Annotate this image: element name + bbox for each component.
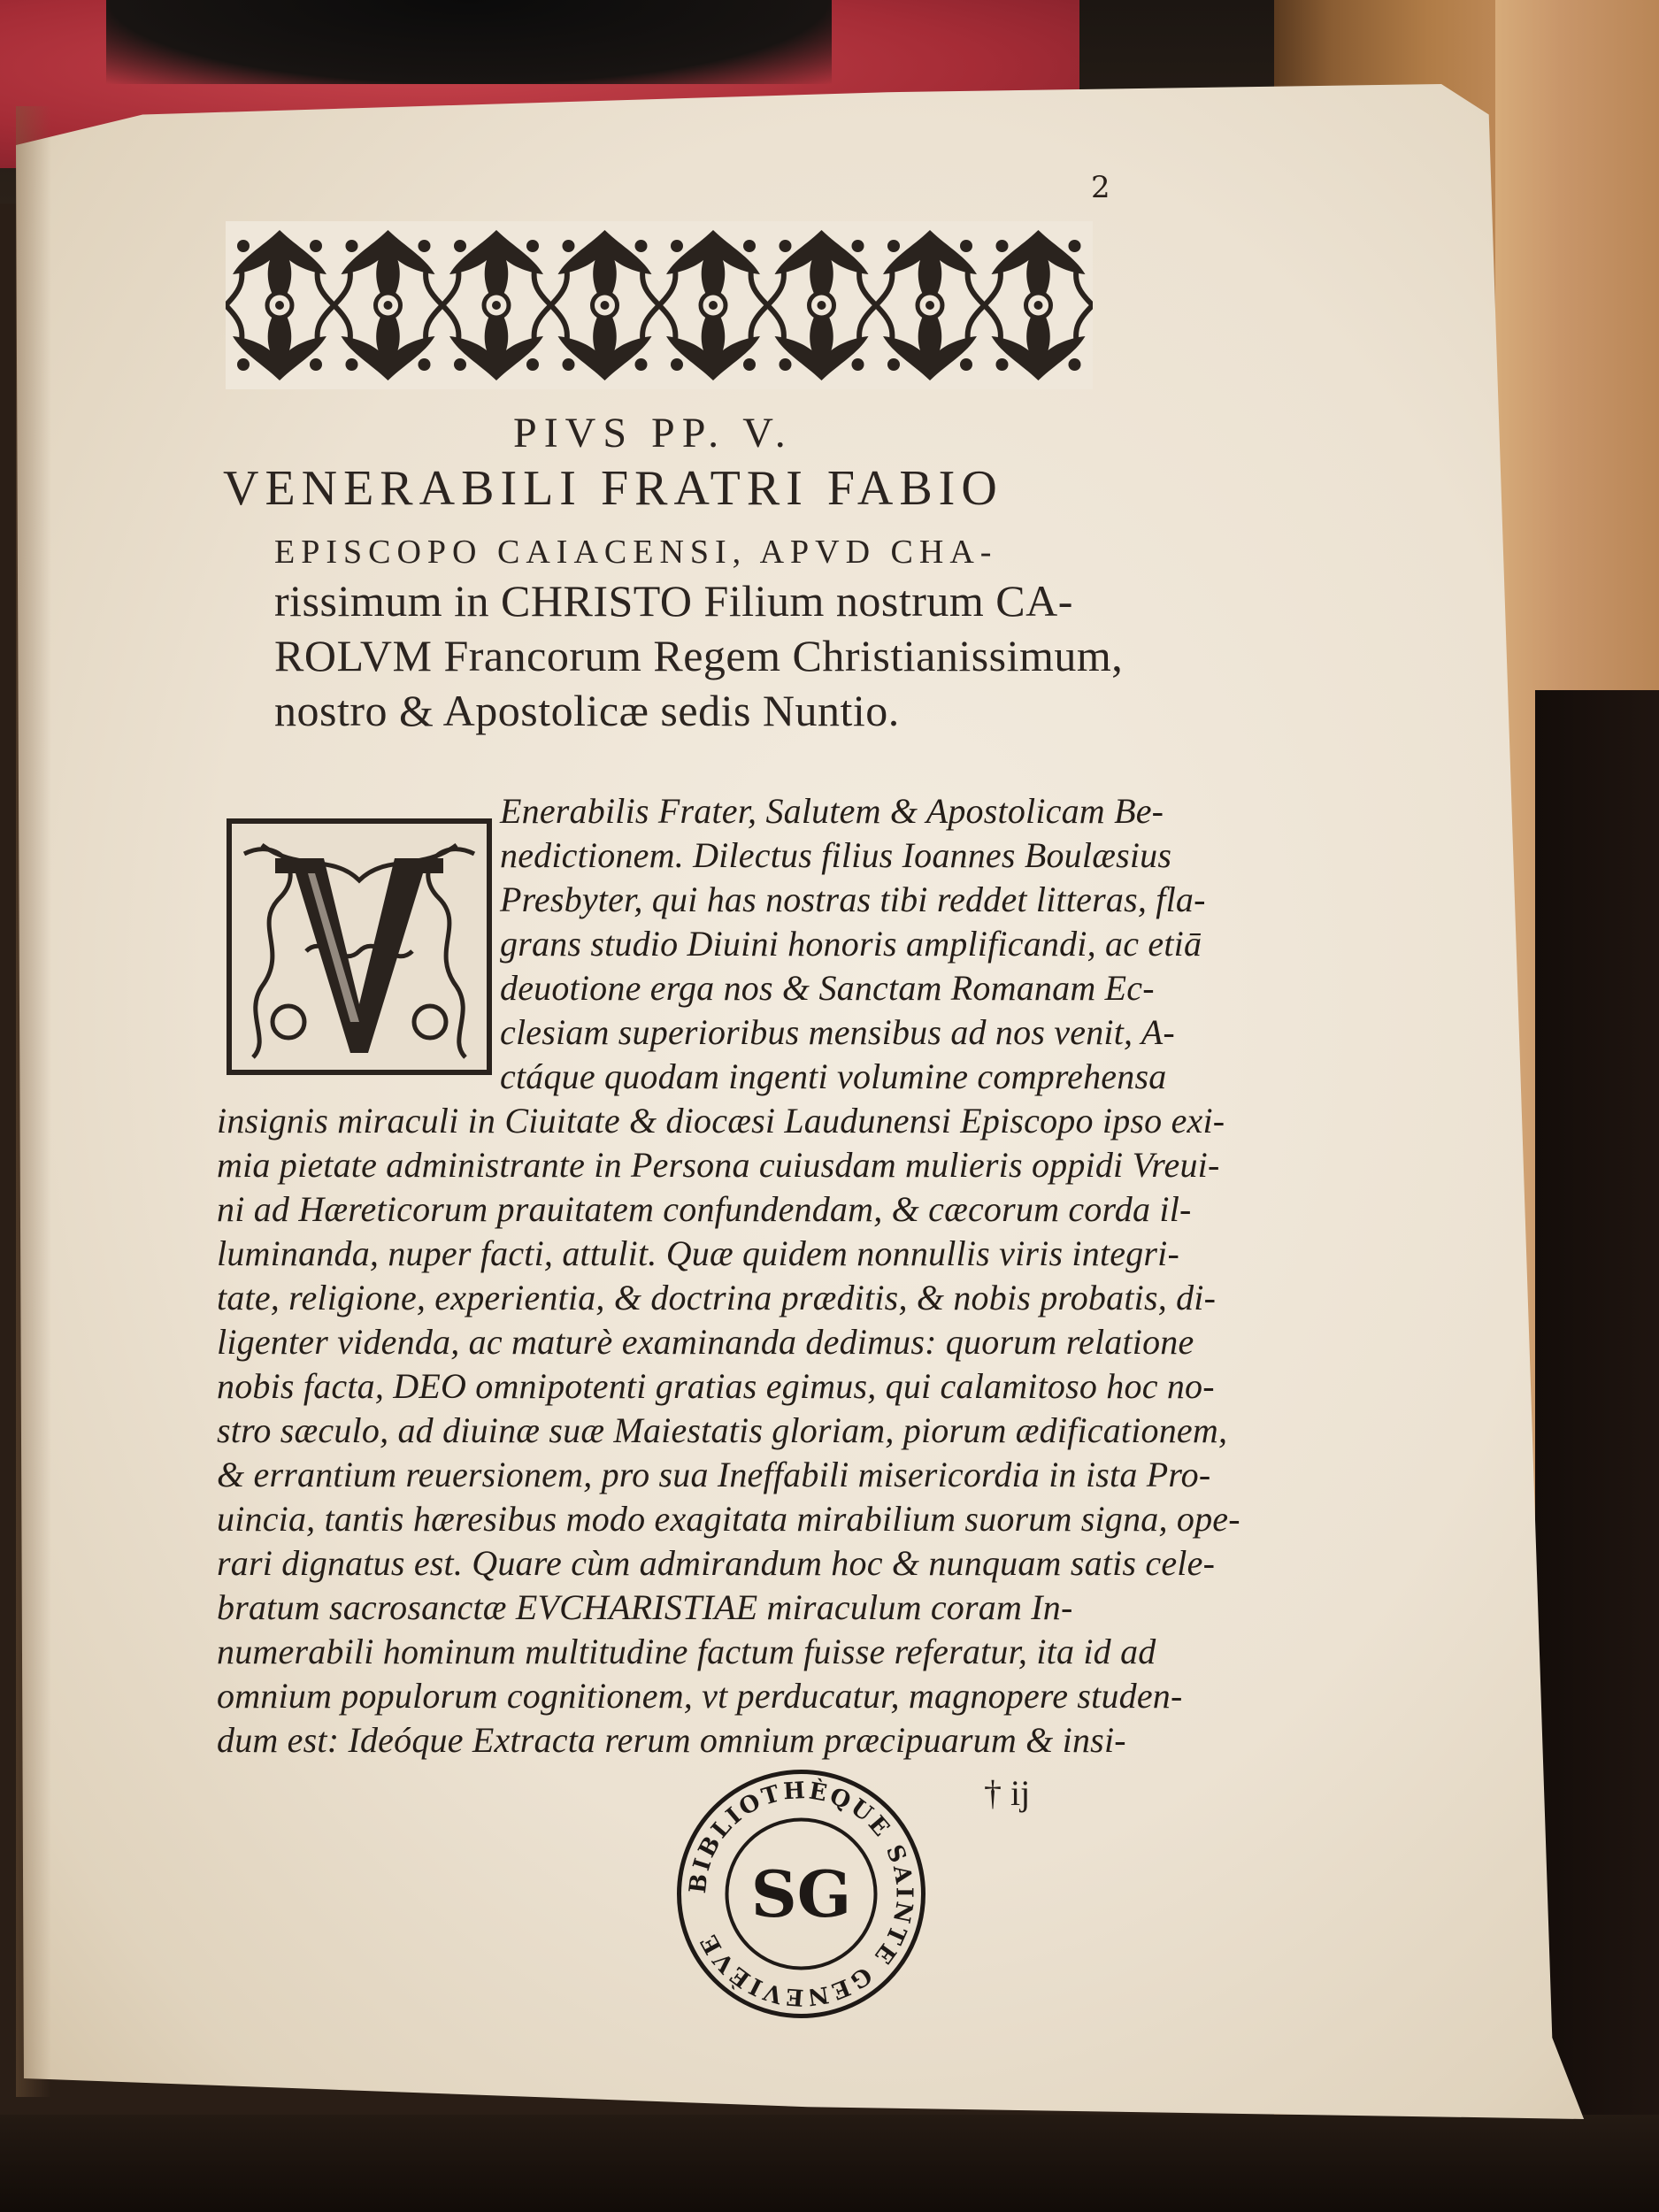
- body-line: ligenter videnda, ac maturè examinanda dedimus: quorum relatione: [217, 1322, 1194, 1362]
- body-line: stro sæculo, ad diuinæ suæ Maiestatis gloriam, piorum ædificationem,: [217, 1410, 1228, 1450]
- body-line: bratum sacrosanctæ EVCHARISTIAE miraculum coram In-: [217, 1587, 1073, 1627]
- stamp-monogram: SG: [750, 1856, 852, 1932]
- body-line: & errantium reuersionem, pro sua Ineffabili misericordia in ista Pro-: [217, 1455, 1211, 1494]
- body-line: uincia, tantis hæresibus modo exagitata mirabilium suorum signa, ope-: [217, 1499, 1240, 1539]
- body-line: mia pietate administrante in Persona cuiusdam mulieris oppidi Vreui-: [217, 1145, 1220, 1185]
- body-line: Presbyter, qui has nostras tibi reddet litteras, fla-: [500, 879, 1206, 919]
- heading-line-4: ROLVM Francorum Regem Christianissimum,: [274, 631, 1124, 680]
- decorated-initial-v: [227, 818, 492, 1075]
- body-line: Enerabilis Frater, Salutem & Apostolicam Be-: [500, 791, 1164, 831]
- ornamental-headpiece: [226, 221, 1093, 389]
- body-line: ni ad Hæreticorum prauitatem confundendam, & cæcorum corda il-: [217, 1189, 1192, 1229]
- body-line: nedictionem. Dilectus filius Ioannes Boulæsius: [500, 835, 1172, 875]
- body-line: insignis miraculi in Ciuitate & diocæsi Laudunensi Episcopo ipso exi-: [217, 1101, 1225, 1141]
- body-line: tate, religione, experientia, & doctrina præditis, & nobis probatis, di-: [217, 1278, 1217, 1317]
- body-line: clesiam superioribus mensibus ad nos venit, A-: [500, 1012, 1175, 1052]
- signature-mark: † ij: [984, 1773, 1031, 1813]
- heading-line-1: VENERABILI FRATRI FABIO: [223, 461, 1003, 516]
- heading-line-3: rissimum in CHRISTO Filium nostrum CA-: [274, 576, 1073, 626]
- page-number: 2: [1091, 170, 1110, 205]
- body-line: rari dignatus est. Quare cùm admirandum hoc & nunquam satis cele-: [217, 1543, 1216, 1583]
- body-line: nobis facta, DEO omnipotenti gratias egimus, qui calamitoso hoc no-: [217, 1366, 1215, 1406]
- body-line: grans studio Diuini honoris amplificandi, ac etiā: [500, 924, 1202, 964]
- library-stamp: [675, 1768, 927, 2020]
- body-line: ctáque quodam ingenti volumine comprehensa: [500, 1056, 1167, 1096]
- stamp-text: BIBLIOTHÈQUE SAINTE GENEVIÈVE: [684, 1777, 918, 2011]
- body-line: deuotione erga nos & Sanctam Romanam Ec-: [500, 968, 1155, 1008]
- body-line: luminanda, nuper facti, attulit. Quæ quidem nonnullis viris integri-: [217, 1233, 1180, 1273]
- heading-pius: PIVS PP. V.: [513, 410, 793, 457]
- body-line: numerabili hominum multitudine factum fuisse referatur, ita id ad: [217, 1632, 1156, 1671]
- heading-line-2: EPISCOPO CAIACENSI, APVD CHA-: [274, 534, 998, 571]
- body-line: dum est: Ideóque Extracta rerum omnium præcipuarum & insi-: [217, 1720, 1126, 1760]
- body-line: omnium populorum cognitionem, vt perducatur, magnopere studen-: [217, 1676, 1183, 1716]
- heading-line-5: nostro & Apostolicæ sedis Nuntio.: [274, 686, 900, 735]
